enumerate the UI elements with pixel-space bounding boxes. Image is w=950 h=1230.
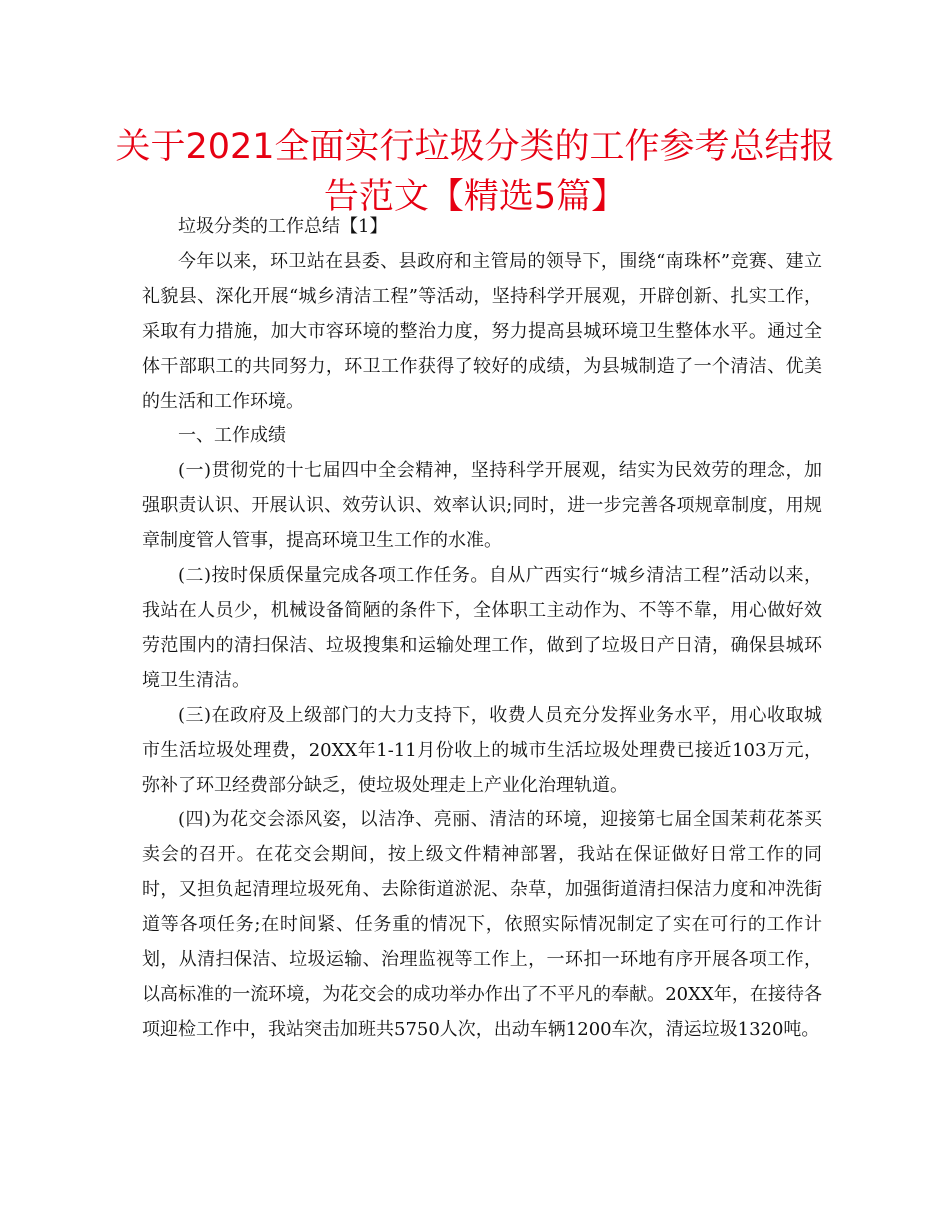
section-heading: 垃圾分类的工作总结【1】 — [178, 216, 388, 237]
section-heading: 一、工作成绩 — [178, 425, 286, 447]
paragraph: 今年以来，环卫站在县委、县政府和主管局的领导下，围绕“南珠杯”竞赛、建立礼貌县、深化开展“城乡清洁工程”等活动，坚持科学开展观，开辟创新、扎实工作，采取有力措施，加大市容环境的整治力度，努力提高县城环境卫生整体水平。通过全体干部职工的共同努力，环卫工作获得了较好的成绩，为县城制造了一个清洁、优美的生活和工作环境。 — [142, 250, 822, 412]
paragraph: (四)为花交会添风姿，以洁净、亮丽、清洁的环境，迎接第七届全国茉莉花茶买卖会的召开。在花交会期间，按上级文件精神部署，我站在保证做好日常工作的同时，又担负起清理垃圾死角、去除街道淤泥、杂草，加强街道清扫保洁力度和冲洗街道等各项任务;在时间紧、任务重的情况下，依照实际情况制定了实在可行的工作计划，从清扫保洁、垃圾运输、治理监视等工作上，一环扣一环地有序开展各项工作，以高标准的一流环境，为花交会的成功举办作出了不平凡的奉献。20XX年，在接待各项迎检工作中，我站突击加班共5750人次，出动车辆1200车次，清运垃圾1320吨。 — [142, 809, 822, 1040]
document-title: 关于2021全面实行垃圾分类的工作参考总结报告范文【精选5篇】 — [115, 127, 835, 217]
paragraph: (一)贯彻党的十七届四中全会精神，坚持科学开展观，结实为民效劳的理念，加强职责认识、开展认识、效劳认识、效率认识;同时，进一步完善各项规章制度，用规章制度管人管事，提高环境卫生工作的水准。 — [142, 460, 822, 552]
document-body — [142, 210, 822, 1048]
paragraph: (三)在政府及上级部门的大力支持下，收费人员充分发挥业务水平，用心收取城市生活垃圾处理费，20XX年1-11月份收上的城市生活垃圾处理费已接近103万元，弥补了环卫经费部分缺乏，使垃圾处理走上产业化治理轨道。 — [142, 704, 822, 796]
paragraph: (二)按时保质保量完成各项工作任务。自从广西实行“城乡清洁工程”活动以来，我站在人员少，机械设备简陋的条件下，全体职工主动作为、不等不靠，用心做好效劳范围内的清扫保洁、垃圾搜集和运输处理工作，做到了垃圾日产日清，确保县城环境卫生清洁。 — [142, 565, 822, 691]
